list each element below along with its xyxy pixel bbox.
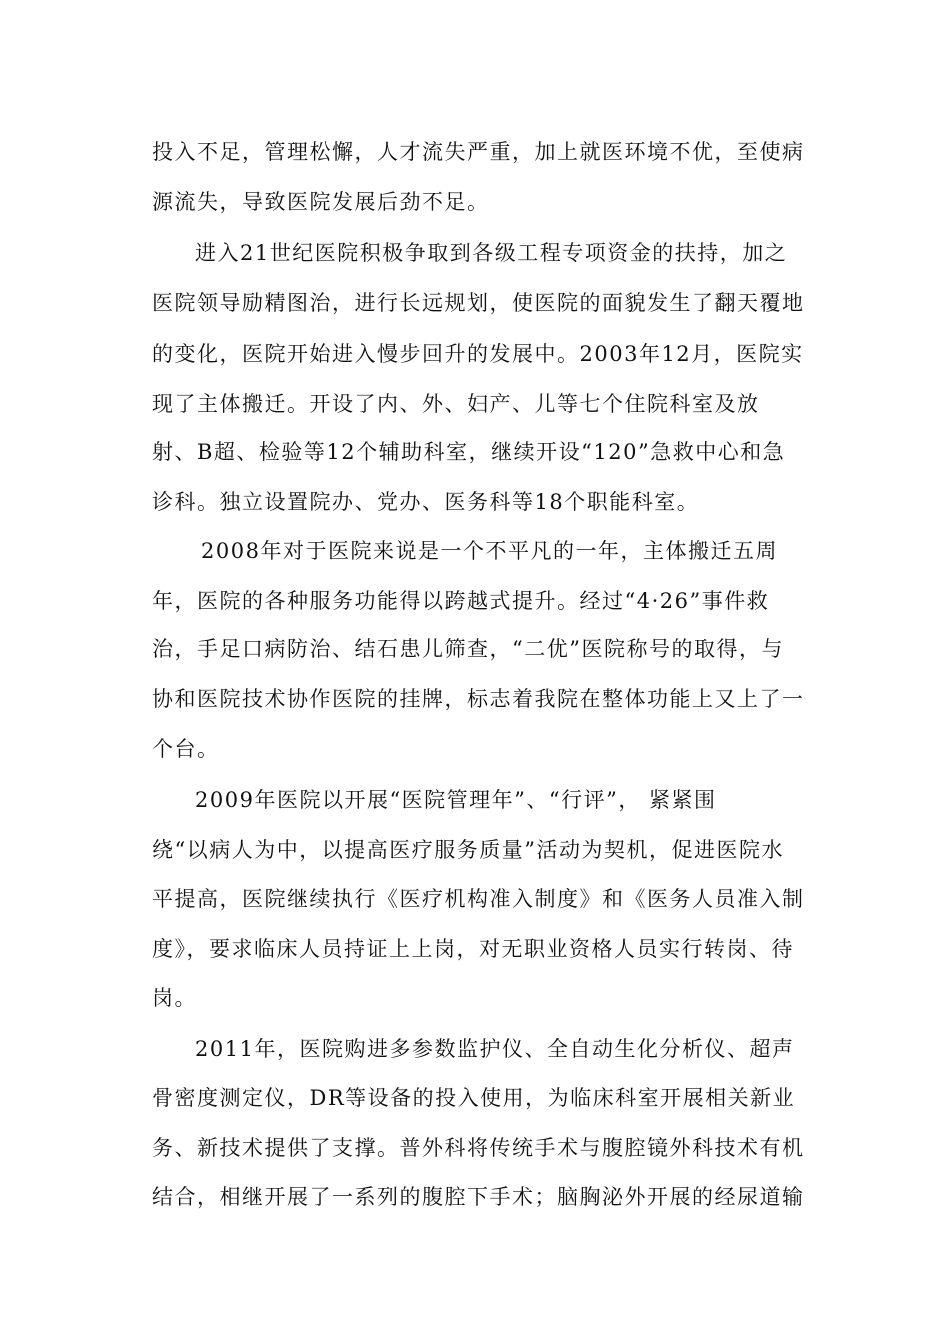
text-line: 结合，相继开展了一系列的腹腔下手术；脑胸泌外开展的经尿道输 xyxy=(152,1185,805,1209)
text-line: 务、新技术提供了支撑。普外科将传统手术与腹腔镜外科技术有机 xyxy=(152,1136,805,1160)
text-line: 投入不足，管理松懈，人才流失严重，加上就医环境不优，至使病 xyxy=(152,140,805,164)
paragraph-start-line: 2009年医院以开展“医院管理年”、“行评”， 紧紧围 xyxy=(195,788,717,812)
text-line: 源流失，导致医院发展后劲不足。 xyxy=(152,190,490,214)
text-line: 年，医院的各种服务功能得以跨越式提升。经过“4·26”事件救 xyxy=(152,589,770,613)
text-line: 现了主体搬迁。开设了内、外、妇产、儿等七个住院科室及放 xyxy=(152,392,760,416)
text-line: 治，手足口病防治、结石患儿筛查，“二优”医院称号的取得，与 xyxy=(152,637,784,661)
text-line: 协和医院技术协作医院的挂牌，标志着我院在整体功能上又上了一 xyxy=(152,687,805,711)
text-line: 骨密度测定仪，DR等设备的投入使用，为临床科室开展相关新业 xyxy=(152,1086,796,1110)
paragraph-start-line: 2008年对于医院来说是一个不平凡的一年，主体搬迁五周 xyxy=(201,539,778,563)
text-line: 绕“以病人为中，以提高医疗服务质量”活动为契机，促进医院水 xyxy=(152,838,784,862)
paragraph-start-line: 进入21世纪医院积极争取到各级工程专项资金的扶持，加之 xyxy=(195,241,788,265)
text-line: 诊科。独立设置院办、党办、医务科等18个职能科室。 xyxy=(152,490,700,514)
text-line: 岗。 xyxy=(152,986,197,1010)
text-line: 平提高，医院继续执行《医疗机构准入制度》和《医务人员准入制 xyxy=(152,887,805,911)
paragraph-start-line: 2011年，医院购进多参数监护仪、全自动生化分析仪、超声 xyxy=(195,1037,795,1061)
text-line: 射、B超、检验等12个辅助科室，继续开设“120”急救中心和急 xyxy=(152,440,786,464)
text-line: 的变化，医院开始进入慢步回升的发展中。2003年12月，医院实 xyxy=(152,342,804,366)
text-line: 医院领导励精图治，进行长远规划，使医院的面貌发生了翻天覆地 xyxy=(152,291,805,315)
text-line: 个台。 xyxy=(152,737,220,761)
text-line: 度》，要求临床人员持证上上岗，对无职业资格人员实行转岗、待 xyxy=(152,937,794,961)
